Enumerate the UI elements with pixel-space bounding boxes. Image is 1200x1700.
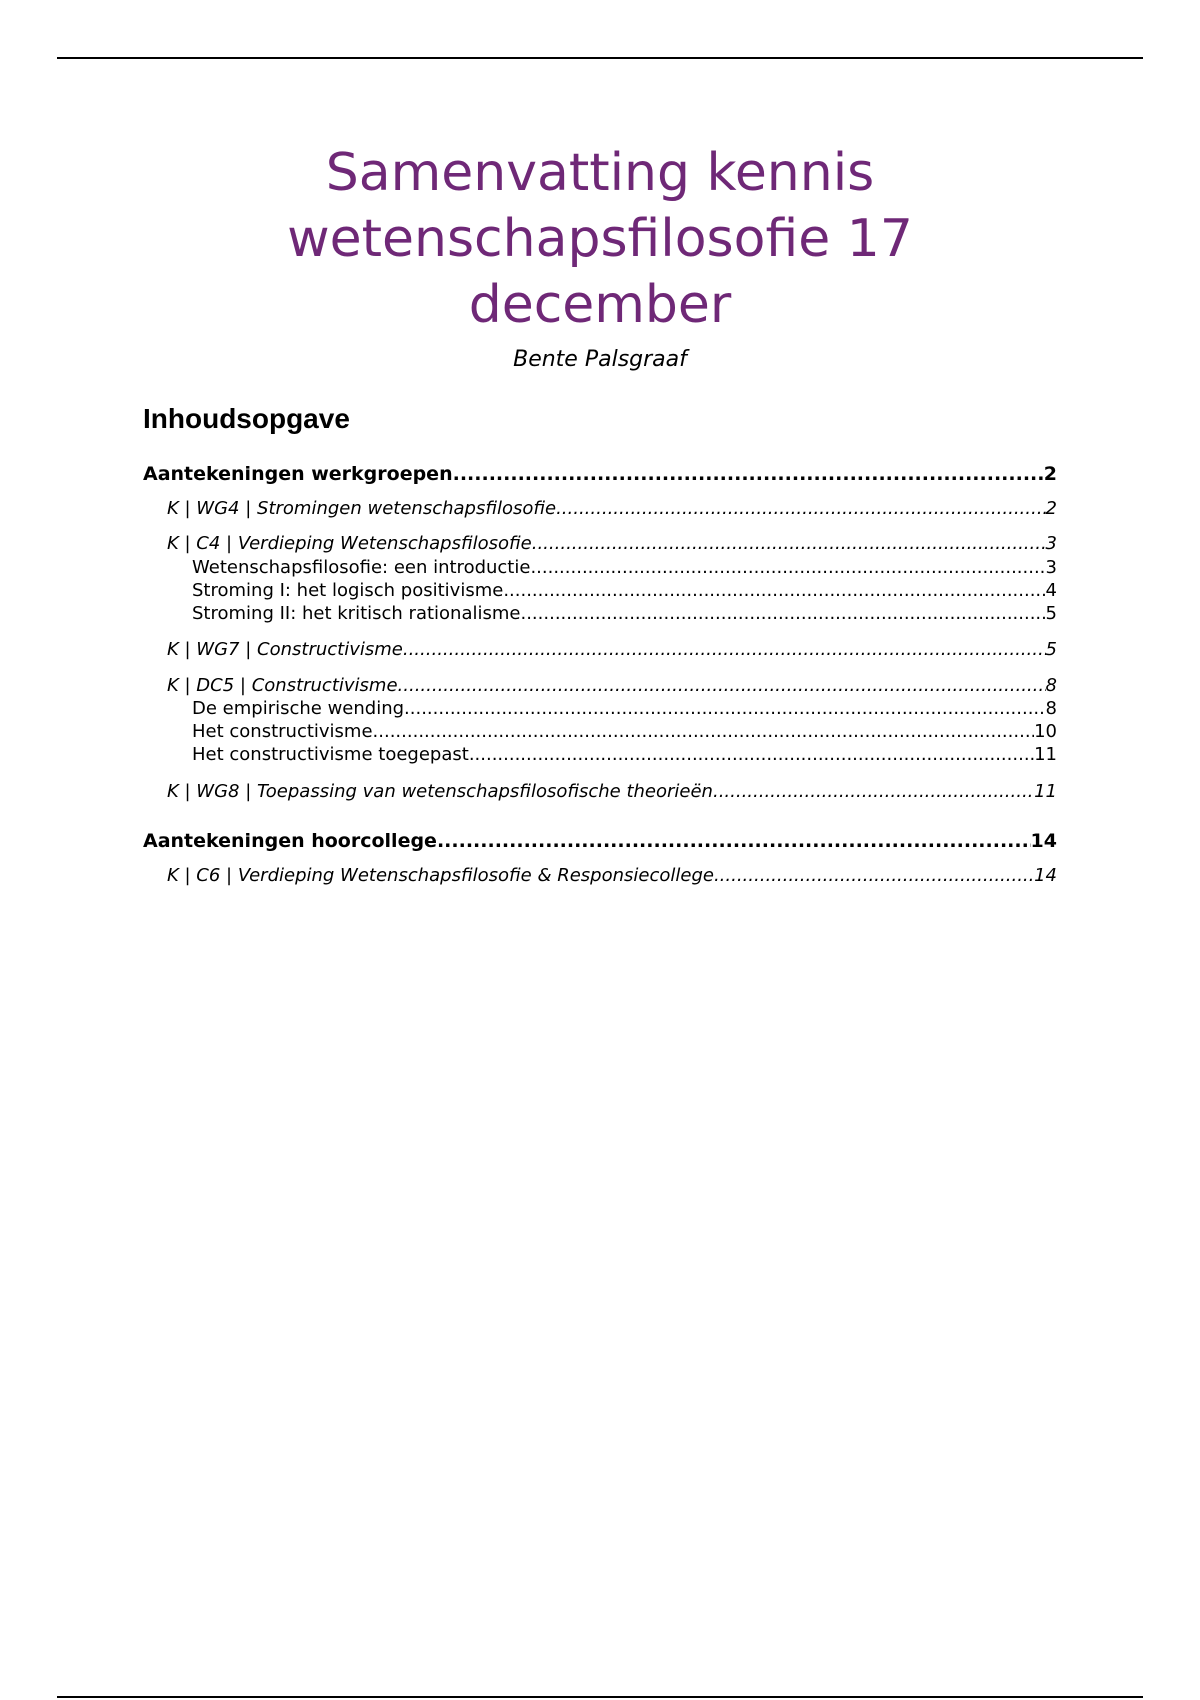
toc-entry-page: 8 xyxy=(1045,698,1057,719)
toc-leader xyxy=(556,498,1045,520)
toc-leader xyxy=(403,639,1046,661)
toc-entry-label: Het constructivisme xyxy=(192,721,373,742)
toc-leader xyxy=(398,675,1046,697)
document-author: Bente Palsgraaf xyxy=(513,347,687,372)
toc-leader xyxy=(453,463,1044,485)
toc-entry-label: K | WG7 | Constructivisme xyxy=(167,639,403,660)
toc-entry[interactable] xyxy=(167,675,1057,697)
toc-entry[interactable] xyxy=(192,698,1057,720)
toc-entry[interactable] xyxy=(192,580,1057,602)
toc-entry-page: 2 xyxy=(1045,498,1057,519)
toc-entry[interactable] xyxy=(143,830,1057,852)
toc-entry-label: Aantekeningen werkgroepen xyxy=(143,463,453,485)
toc-entry-label: K | C6 | Verdieping Wetenschapsfilosofie & Responsiecollege xyxy=(167,865,714,886)
toc-leader xyxy=(714,865,1034,887)
toc-leader xyxy=(530,557,1045,579)
toc-entry-label: K | WG4 | Stromingen wetenschapsfilosofie xyxy=(167,498,557,519)
toc-entry-label: Het constructivisme toegepast xyxy=(192,744,469,765)
toc-entry-label: Aantekeningen hoorcollege xyxy=(143,830,437,852)
toc-entry-page: 2 xyxy=(1043,463,1057,485)
toc-entry-page: 8 xyxy=(1045,675,1057,696)
toc-entry-page: 14 xyxy=(1034,865,1057,886)
toc-leader xyxy=(404,698,1046,720)
toc-entry-label: Wetenschapsfilosofie: een introductie xyxy=(192,557,531,578)
toc-entry-page: 4 xyxy=(1045,580,1057,601)
toc-heading: Inhoudsopgave xyxy=(143,403,350,434)
toc-entry-label: K | WG8 | Toepassing van wetenschapsfilosofische theorieën xyxy=(167,781,713,802)
toc-leader xyxy=(532,533,1046,555)
toc-entry[interactable] xyxy=(192,557,1057,579)
toc-entry[interactable] xyxy=(167,865,1057,887)
document-title xyxy=(140,140,1060,338)
toc-entry[interactable] xyxy=(167,498,1057,520)
toc-entry[interactable] xyxy=(167,781,1057,803)
toc-entry-page: 11 xyxy=(1034,744,1057,765)
toc-entry-page: 5 xyxy=(1045,639,1057,660)
toc-entry-page: 5 xyxy=(1045,603,1057,624)
toc-entry-label: K | DC5 | Constructivisme xyxy=(167,675,398,696)
toc-leader xyxy=(437,830,1031,852)
toc-entry-page: 10 xyxy=(1034,721,1057,742)
toc-entry[interactable] xyxy=(192,603,1057,625)
toc-leader xyxy=(373,721,1035,743)
toc-entry[interactable] xyxy=(167,639,1057,661)
footer-rule xyxy=(57,1696,1143,1698)
toc-leader xyxy=(469,744,1034,766)
toc-entry-label: De empirische wending xyxy=(192,698,405,719)
toc-entry-label: Stroming I: het logisch positivisme xyxy=(192,580,504,601)
toc-entry[interactable] xyxy=(143,463,1057,485)
toc-entry-page: 11 xyxy=(1034,781,1057,802)
toc-leader xyxy=(520,603,1045,625)
toc-entry[interactable] xyxy=(192,744,1057,766)
title-line: december xyxy=(468,275,732,335)
toc-entry-page: 3 xyxy=(1045,557,1057,578)
toc-entry-page: 3 xyxy=(1045,533,1057,554)
title-line: wetenschapsfilosofie 17 xyxy=(287,209,913,269)
toc-leader xyxy=(713,781,1034,803)
toc-entry-label: K | C4 | Verdieping Wetenschapsfilosofie xyxy=(167,533,532,554)
toc-entry-page: 14 xyxy=(1030,830,1057,852)
toc-leader xyxy=(503,580,1045,602)
toc-entry-label: Stroming II: het kritisch rationalisme xyxy=(192,603,521,624)
toc-entry[interactable] xyxy=(192,721,1057,743)
toc-entry[interactable] xyxy=(167,533,1057,555)
header-rule xyxy=(57,57,1143,59)
title-line: Samenvatting kennis xyxy=(325,143,875,203)
